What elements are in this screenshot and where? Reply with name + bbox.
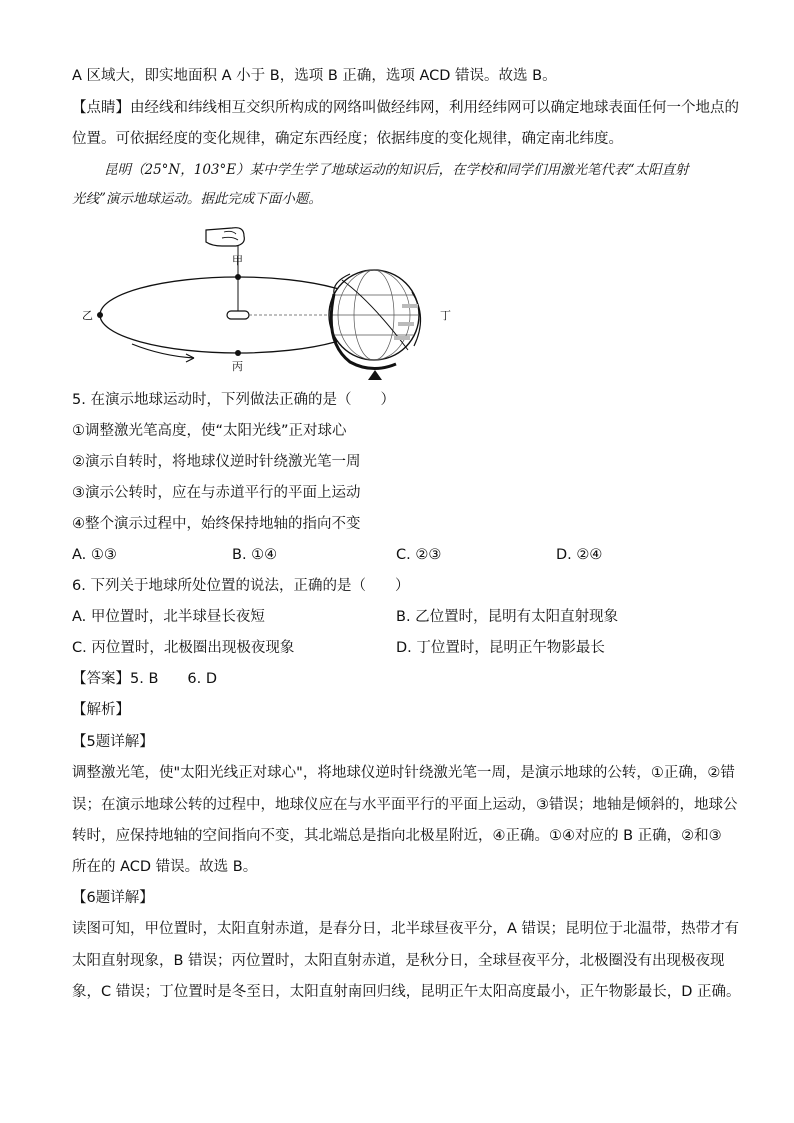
material-text-line: 昆明（25°N，103°E）某中学生学了地球运动的知识后，在学校和同学们用激光笔代表“太阳直射: [104, 162, 689, 178]
question-6-stem: 6. 下列关于地球所处位置的说法，正确的是（ ）: [72, 578, 410, 594]
direction-arrow: [132, 344, 194, 358]
q5-detail-line: 误；在演示地球公转的过程中，地球仪应在与水平面平行的平面上运动，③错误；地轴是倾斜的，地球公: [72, 797, 738, 813]
hand-icon: [206, 228, 244, 246]
q5-detail-line: 调整激光笔，使"太阳光线正对球心"，将地球仪逆时针绕激光笔一周，是演示地球的公转，①正确，②错: [72, 765, 735, 781]
earth-orbit-diagram: [72, 222, 472, 382]
text-line: A 区域大，即实地面积 A 小于 B，选项 B 正确，选项 ACD 错误。故选 B。: [72, 68, 557, 84]
label-yi: 乙: [82, 309, 93, 322]
label-jia: 甲: [232, 254, 243, 267]
q6-detail-line: 读图可知，甲位置时，太阳直射赤道，是春分日，北半球昼夜平分，A 错误；昆明位于北温带，热带才有: [72, 921, 740, 937]
question-5-stem: 5. 在演示地球运动时，下列做法正确的是（ ）: [72, 392, 395, 408]
label-ding: 丁: [440, 309, 451, 322]
point-bing: [235, 350, 241, 356]
point-jia: [235, 274, 241, 280]
label-bing: 丙: [232, 360, 243, 373]
q6-detail-line: 太阳直射现象，B 错误；丙位置时，太阳直射赤道，是秋分日，全球昼夜平分，北极圈没有出现极夜现: [72, 953, 725, 969]
q6-option-d: D. 丁位置时，昆明正午物影最长: [396, 640, 605, 656]
answer-tag: 【答案】: [72, 671, 130, 687]
q5-detail-heading: 【5题详解】: [72, 734, 154, 750]
q6-option-c: C. 丙位置时，北极圈出现极夜现象: [72, 640, 295, 656]
statement-3: ③演示公转时，应在与赤道平行的平面上运动: [72, 485, 361, 501]
q5-option-b: B. ①④: [232, 547, 278, 563]
answer-text: 5. B 6. D: [130, 671, 217, 687]
tip-paragraph-line: 位置。可依据经度的变化规律，确定东西经度；依据纬度的变化规律，确定南北纬度。: [72, 131, 623, 147]
q5-option-c: C. ②③: [396, 547, 442, 563]
q5-option-a: A. ①③: [72, 547, 117, 563]
q6-option-a: A. 甲位置时，北半球昼长夜短: [72, 609, 265, 625]
globe-icon: [329, 270, 421, 380]
point-yi: [97, 312, 103, 318]
q5-option-d: D. ②④: [556, 547, 603, 563]
q5-detail-line: 转时，应保持地轴的空间指向不变，其北端总是指向北极星附近，④正确。①④对应的 B 正确，②和③: [72, 828, 722, 844]
q6-detail-heading: 【6题详解】: [72, 890, 154, 906]
q6-option-b: B. 乙位置时，昆明有太阳直射现象: [396, 609, 619, 625]
answer-line: [72, 669, 217, 689]
statement-1: ①调整激光笔高度，使“太阳光线”正对球心: [72, 423, 347, 439]
analysis-tag: 【解析】: [72, 702, 130, 718]
material-text-line: 光线”演示地球运动。据此完成下面小题。: [72, 191, 322, 207]
statement-2: ②演示自转时，将地球仪逆时针绕激光笔一周: [72, 454, 361, 470]
q5-detail-line: 所在的 ACD 错误。故选 B。: [72, 859, 258, 875]
q6-detail-line: 象，C 错误；丁位置时是冬至日，太阳直射南回归线，昆明正午太阳高度最小，正午物影最长，D 正确。: [72, 984, 741, 1000]
tip-paragraph-line: 【点睛】由经线和纬线相互交织所构成的网络叫做经纬网，利用经纬网可以确定地球表面任何一个地点的: [72, 100, 739, 116]
laser-pen-icon: [227, 311, 249, 319]
statement-4: ④整个演示过程中，始终保持地轴的指向不变: [72, 516, 361, 532]
